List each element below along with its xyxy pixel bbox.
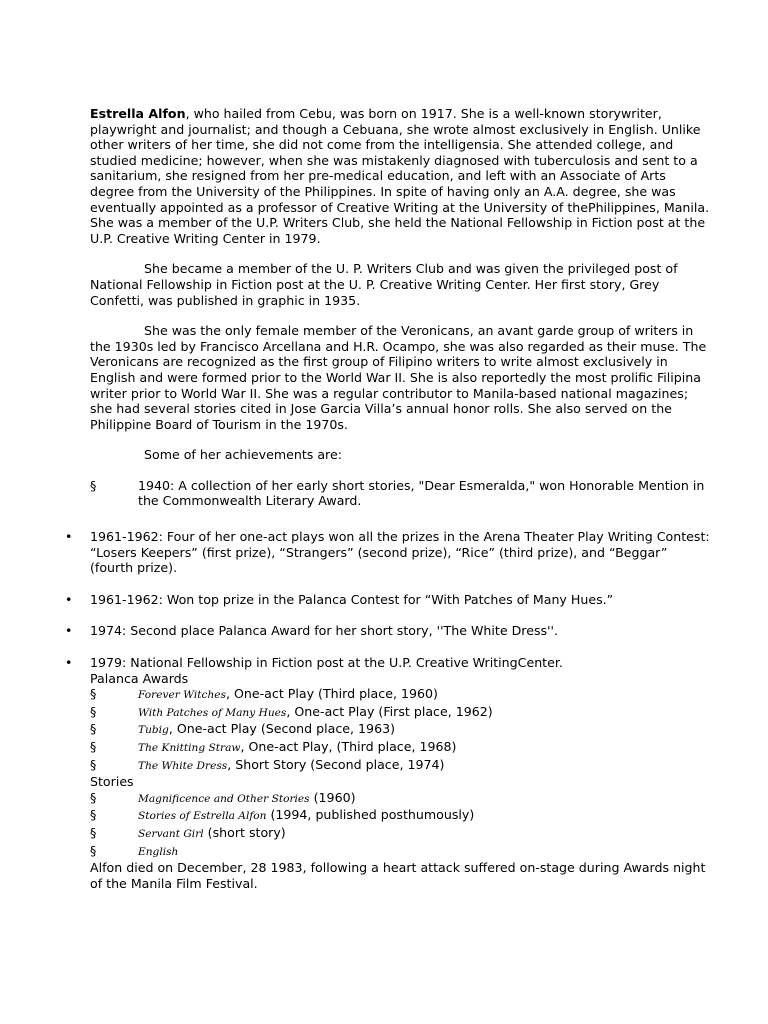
achievements-intro: Some of her achievements are: bbox=[144, 447, 342, 463]
list-item: • 1979: National Fellowship in Fiction post at the U.P. Creative WritingCenter. Palanca Awards § Forever Witches, One-act Play (Third place, 1960) § With Patches of Many Hues, One-act Play (First place, 1962) § Tubig, One-act Play (Second place, 1963) § The Knitting Straw, One-act Play, (Third place, 1968) § The White Dress, Short Story (Second place, 1974) Stories § Magnificence and Other Stories (1960) § Stories of Estrella Alfon (1994, published posthumously) § Servant Girl (short story) § English Alfon died on December, 28 1983, following a heart attack suffered on-stage during Awards night of the Manila Film Festival. bbox=[90, 655, 710, 891]
intro-text: , who hailed from Cebu, was born on 1917. She is a well-known storywriter, playwright and journalist; and though a Cebuana, she wrote almost exclusively in English. Unlike other writers of her time, she did not come from the intelligensia. She attended college, and studied medicine; however, when she was mistakenly diagnosed with tuberculosis and sent to a sanitarium, she resigned from her pre-medical education, and left with an Associate of Arts degree from the University of the Philippines. In spite of having only an A.A. degree, she was eventually appointed as a professor of Creative Writing at the University of thePhilippines, Manila. She was a member of the U.P. Writers Club, she held the National Fellowship in Fiction post at the U.P. Creative Writing Center in 1979. bbox=[90, 106, 710, 246]
bullet-mark: • bbox=[65, 655, 73, 671]
document-body bbox=[65, 106, 710, 891]
author-name: Estrella Alfon bbox=[90, 106, 186, 121]
palanca-item: § Tubig, One-act Play (Second place, 1963) bbox=[90, 721, 396, 737]
palanca-item: § Forever Witches, One-act Play (Third place, 1960) bbox=[90, 686, 438, 702]
writers-club-paragraph: She became a member of the U. P. Writers Club and was given the privileged post of National Fellowship in Fiction post at the U. P. Creative Writing Center. Her first story, Grey Confetti, was published in graphic in 1935. bbox=[90, 261, 678, 308]
section-mark: § bbox=[90, 477, 97, 493]
veronicans-paragraph: She was the only female member of the Veronicans, an avant garde group of writers in the 1930s led by Francisco Arcellana and H.R. Ocampo, she was also regarded as their muse. The Veronicans are recognized as the first group of Filipino writers to write almost exclusively in English and were formed prior to the World War II. She is also reportedly the most prolific Filipina writer prior to World War II. She was a regular contributor to Manila-based national magazines; she had several stories cited in Jose Garcia Villa’s annual honor rolls. She also served on the Philippine Board of Tourism in the 1970s. bbox=[90, 323, 707, 432]
story-item: § Magnificence and Other Stories (1960) bbox=[90, 789, 356, 805]
bullet-mark: • bbox=[65, 623, 73, 639]
list-item: • 1961-1962: Won top prize in the Palanca Contest for “With Patches of Many Hues.” bbox=[65, 591, 614, 607]
stories-heading: Stories bbox=[90, 774, 134, 790]
list-item: • 1974: Second place Palanca Award for her short story, ''The White Dress''. bbox=[65, 623, 559, 639]
story-item: § Servant Girl (short story) bbox=[90, 824, 286, 840]
palanca-heading: Palanca Awards bbox=[90, 670, 189, 686]
bullet-mark: • bbox=[65, 591, 73, 607]
story-item: § Stories of Estrella Alfon (1994, published posthumously) bbox=[90, 807, 475, 823]
palanca-item: § The White Dress, Short Story (Second place, 1974) bbox=[90, 756, 445, 772]
list-item: • 1961-1962: Four of her one-act plays won all the prizes in the Arena Theater Play Writing Contest: “Losers Keepers” (first prize), “Strangers” (second prize), “Rice” (third prize), and “Beggar” (fourth prize). bbox=[65, 529, 710, 576]
palanca-item: § The Knitting Straw, One-act Play, (Third place, 1968) bbox=[90, 739, 457, 754]
bullet-mark: • bbox=[65, 529, 73, 545]
achievement-list bbox=[65, 529, 710, 891]
story-item: § English bbox=[90, 842, 179, 858]
closing-paragraph: Alfon died on December, 28 1983, following a heart attack suffered on-stage during Awards night of the Manila Film Festival. bbox=[90, 860, 706, 891]
achievement-1940 bbox=[90, 478, 710, 509]
intro-paragraph bbox=[90, 106, 710, 246]
palanca-item: § With Patches of Many Hues, One-act Play (First place, 1962) bbox=[90, 703, 493, 719]
achievement-text: 1940: A collection of her early short stories, "Dear Esmeralda," won Honorable Mention in the Commonwealth Literary Award. bbox=[138, 477, 705, 509]
